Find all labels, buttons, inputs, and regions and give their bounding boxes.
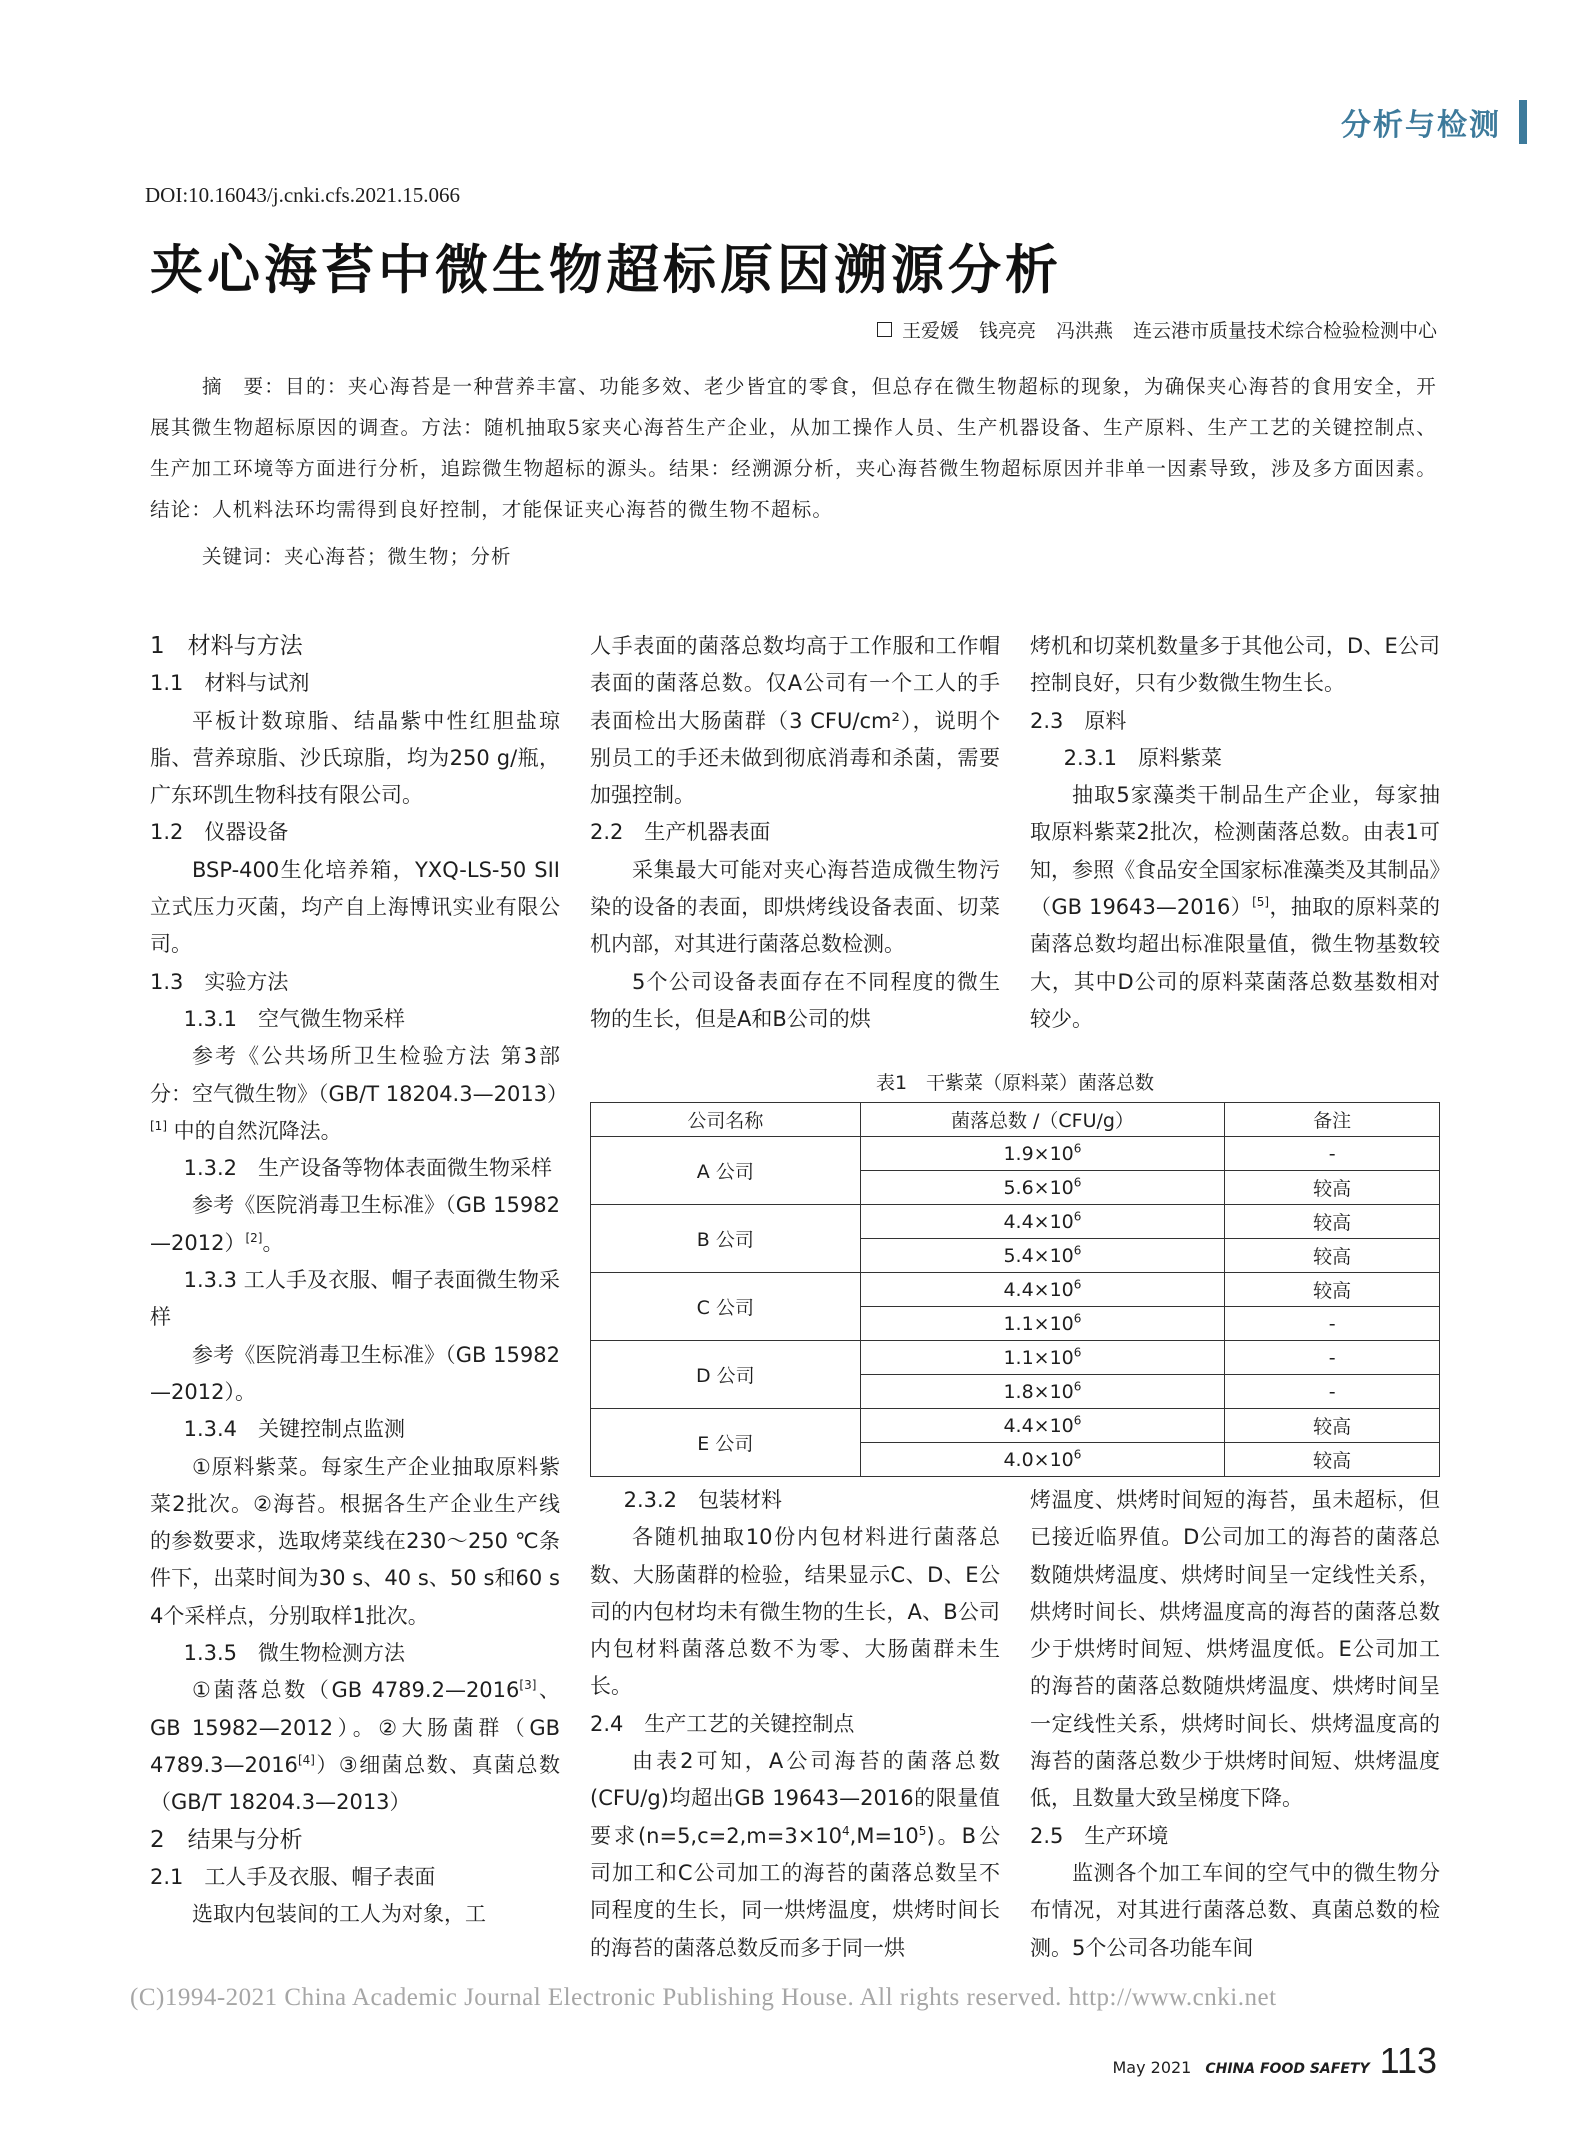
column-3 <box>1030 628 1440 1038</box>
text: 由表2可知，A公司海苔的菌落总数(CFU/g)均超出GB 19643—2016的限量值要求(n=5,c=2,m=3×10 <box>590 1749 1000 1848</box>
value-cell <box>860 1341 1225 1375</box>
text: 抽取5家藻类干制品生产企业，每家抽取原料紫菜2批次，检测菌落总数。由表1可知，参照《食品安全国家标准藻类及其制品》（GB 19643—2016） <box>1030 783 1440 920</box>
value-text: 5.6×10 <box>1003 1176 1074 1199</box>
header-cell: 菌落总数 /（CFU/g） <box>860 1103 1225 1137</box>
note-cell: - <box>1225 1137 1440 1171</box>
paragraph <box>1030 777 1440 1038</box>
abstract-paragraph <box>150 366 1437 530</box>
abstract <box>150 366 1437 577</box>
value-text: 4.0×10 <box>1003 1448 1074 1471</box>
text: 参考《医院消毒卫生标准》（GB 15982—2012） <box>150 1193 560 1255</box>
heading-2-1: 2.1 工人手及衣服、帽子表面 <box>150 1864 436 1889</box>
paragraph: BSP-400生化培养箱，YXQ-LS-50 SII立式压力灭菌，均产自上海博讯实业有限公司。 <box>150 857 560 957</box>
text: ）③细菌总数、真菌总数（GB/T 18204.3—2013） <box>150 1752 560 1815</box>
keywords-label: 关键词： <box>202 545 285 568</box>
exponent: 6 <box>1073 1447 1082 1462</box>
exponent: 5 <box>918 1823 927 1838</box>
author-name: 王爱媛 <box>901 320 959 342</box>
exponent: 6 <box>1073 1311 1082 1326</box>
page-number: 113 <box>1379 2040 1437 2081</box>
table-row <box>591 1273 1440 1307</box>
note-cell: - <box>1225 1375 1440 1409</box>
paragraph: 烤机和切菜机数量多于其他公司，D、E公司控制良好，只有少数微生物生长。 <box>1030 634 1440 696</box>
text: ,M=10 <box>849 1823 919 1848</box>
note-cell: - <box>1225 1341 1440 1375</box>
heading-1: 1 材料与方法 <box>150 633 303 659</box>
value-cell <box>860 1171 1225 1205</box>
company-cell: D 公司 <box>591 1341 861 1409</box>
text: 。 <box>262 1230 284 1255</box>
page-footer <box>1112 2040 1437 2082</box>
note-cell: - <box>1225 1307 1440 1341</box>
section-label: 分析与检测 <box>1341 108 1501 143</box>
exponent: 6 <box>1073 1379 1082 1394</box>
paragraph <box>150 1038 569 1150</box>
value-cell <box>860 1375 1225 1409</box>
citation: [5] <box>1252 895 1270 910</box>
value-text: 4.4×10 <box>1003 1278 1074 1301</box>
text: ，抽取的原料菜的菌落总数均超出标准限量值，微生物基数较大，其中D公司的原料菜菌落总数基数相对较少。 <box>1030 895 1441 1031</box>
value-text: 4.4×10 <box>1003 1210 1074 1233</box>
data-table <box>590 1102 1440 1477</box>
exponent: 6 <box>1073 1413 1082 1428</box>
paragraph: ①原料紫菜。每家生产企业抽取原料紫菜2批次。②海苔。根据各生产企业生产线的参数要求，选取烤菜线在230～250 ℃条件下，出菜时间为30 s、40 s、50 s和60 s 4个采样点，分别取样1批次。 <box>150 1454 560 1628</box>
column-1 <box>150 628 569 1933</box>
heading-2-4: 2.4 生产工艺的关键控制点 <box>590 1711 855 1736</box>
table-row <box>591 1137 1440 1171</box>
value-text: 5.4×10 <box>1003 1244 1074 1267</box>
value-cell <box>860 1409 1225 1443</box>
copyright-watermark: (C)1994-2021 China Academic Journal Electronic Publishing House. All rights reserved. http://www.cnki.net <box>130 1984 1277 2011</box>
value-text: 4.4×10 <box>1003 1414 1074 1437</box>
keywords-text: 夹心海苔；微生物；分析 <box>284 545 512 568</box>
affiliation: 连云港市质量技术综合检验检测中心 <box>1132 320 1437 342</box>
text: 参考《公共场所卫生检验方法 第3部分：空气微生物》（GB/T 18204.3—2013） <box>150 1044 569 1106</box>
paragraph: 参考《医院消毒卫生标准》（GB 15982—2012）。 <box>150 1342 560 1404</box>
heading-2-3-2: 2.3.2 包装材料 <box>623 1488 783 1512</box>
author-line <box>877 316 1437 343</box>
article-title: 夹心海苔中微生物超标原因溯源分析 <box>150 239 1062 301</box>
heading-1-3: 1.3 实验方法 <box>150 969 289 994</box>
square-bullet-icon <box>877 322 892 337</box>
table-header-row <box>591 1103 1440 1137</box>
table-caption: 表1 干紫菜（原料菜）菌落总数 <box>875 1072 1155 1094</box>
paragraph: 监测各个加工车间的空气中的微生物分布情况，对其进行菌落总数、真菌总数的检测。5个公司各功能车间 <box>1030 1860 1440 1960</box>
citation: [1] <box>150 1118 167 1133</box>
company-cell: A 公司 <box>591 1137 861 1205</box>
company-cell: C 公司 <box>591 1273 861 1341</box>
exponent: 6 <box>1073 1209 1082 1224</box>
heading-2: 2 结果与分析 <box>150 1826 303 1853</box>
paragraph <box>150 1187 560 1262</box>
value-cell <box>860 1205 1225 1239</box>
value-text: 1.1×10 <box>1003 1346 1074 1369</box>
table-row <box>591 1341 1440 1375</box>
text: ①菌落总数（GB 4789.2—2016 <box>192 1678 520 1703</box>
heading-1-3-1: 1.3.1 空气微生物采样 <box>183 1006 406 1031</box>
keywords <box>150 536 1437 577</box>
value-cell <box>860 1273 1225 1307</box>
value-text: 1.9×10 <box>1003 1142 1074 1165</box>
value-cell <box>860 1239 1225 1273</box>
exponent: 6 <box>1073 1243 1082 1258</box>
heading-1-3-5: 1.3.5 微生物检测方法 <box>183 1641 406 1666</box>
column-3-lower <box>1030 1482 1440 1967</box>
table-row <box>591 1205 1440 1239</box>
paragraph: 5个公司设备表面存在不同程度的微生物的生长，但是A和B公司的烘 <box>590 969 1000 1031</box>
paragraph: 各随机抽取10份内包材料进行菌落总数、大肠菌群的检验，结果显示C、D、E公司的内包材均未有微生物的生长，A、B公司内包材料菌落总数不为零、大肠菌群未生长。 <box>590 1525 1000 1699</box>
table-row <box>591 1409 1440 1443</box>
exponent: 4 <box>842 1823 850 1838</box>
heading-1-3-2: 1.3.2 生产设备等物体表面微生物采样 <box>183 1156 553 1181</box>
magazine-name: CHINA FOOD SAFETY <box>1205 2061 1370 2077</box>
paragraph: 烤温度、烘烤时间短的海苔，虽未超标，但已接近临界值。D公司加工的海苔的菌落总数随烘烤温度、烘烤时间呈一定线性关系，烘烤时间长、烘烤温度高的海苔的菌落总数少于烘烤时间短、烘烤温度低。E公司加工的海苔的菌落总数随烘烤温度、烘烤时间呈一定线性关系，烘烤时间长、烘烤温度高的海苔的菌落总数少于烘烤时间短、烘烤温度低，且数量大致呈梯度下降。 <box>1030 1488 1440 1811</box>
heading-1-3-3: 1.3.3 工人手及衣服、帽子表面微生物采样 <box>150 1268 560 1330</box>
value-text: 1.8×10 <box>1003 1380 1074 1403</box>
note-cell: 较高 <box>1225 1205 1440 1239</box>
note-cell: 较高 <box>1225 1171 1440 1205</box>
exponent: 6 <box>1073 1175 1082 1190</box>
citation: [4] <box>297 1752 315 1767</box>
exponent: 6 <box>1073 1345 1082 1360</box>
abstract-label: 摘 要： <box>202 375 285 398</box>
column-2 <box>590 628 1000 1038</box>
value-cell <box>860 1137 1225 1171</box>
value-cell <box>860 1443 1225 1477</box>
citation: [3] <box>519 1678 537 1693</box>
value-cell <box>860 1307 1225 1341</box>
exponent: 6 <box>1073 1141 1082 1156</box>
heading-1-3-4: 1.3.4 关键控制点监测 <box>183 1417 406 1442</box>
value-text: 1.1×10 <box>1003 1312 1074 1335</box>
note-cell: 较高 <box>1225 1443 1440 1477</box>
paragraph: 平板计数琼脂、结晶紫中性红胆盐琼脂、营养琼脂、沙氏琼脂，均为250 g/瓶，广东环凯生物科技有限公司。 <box>150 708 560 808</box>
note-cell: 较高 <box>1225 1273 1440 1307</box>
company-cell: E 公司 <box>591 1409 861 1477</box>
abstract-text: 目的：夹心海苔是一种营养丰富、功能多效、老少皆宜的零食，但总存在微生物超标的现象，为确保夹心海苔的食用安全，开展其微生物超标原因的调查。方法：随机抽取5家夹心海苔生产企业，从加工操作人员、生产机器设备、生产原料、生产工艺的关键控制点、生产加工环境等方面进行分析，追踪微生物超标的源头。结果：经溯源分析，夹心海苔微生物超标原因并非单一因素导致，涉及多方面因素。结论：人机料法环均需得到良好控制，才能保证夹心海苔的微生物不超标。 <box>150 375 1437 521</box>
author-name: 冯洪燕 <box>1055 320 1113 342</box>
paragraph: 选取内包装间的工人为对象，工 <box>192 1902 486 1927</box>
citation: [2] <box>245 1230 263 1245</box>
paragraph: 人手表面的菌落总数均高于工作服和工作帽表面的菌落总数。仅A公司有一个工人的手表面检出大肠菌群（3 CFU/cm²），说明个别员工的手还未做到彻底消毒和杀菌，需要加强控制。 <box>590 634 1000 808</box>
exponent: 6 <box>1073 1277 1082 1292</box>
paragraph <box>150 1672 560 1821</box>
text: )。B公司加工和C公司加工的海苔的菌落总数呈不同程度的生长，同一烘烤温度，烘烤时间长的海苔的菌落总数反而多于同一烘 <box>590 1823 1000 1960</box>
paragraph <box>590 1743 1000 1967</box>
header-cell: 备注 <box>1225 1103 1440 1137</box>
company-cell: B 公司 <box>591 1205 861 1273</box>
note-cell: 较高 <box>1225 1239 1440 1273</box>
doi: DOI:10.16043/j.cnki.cfs.2021.15.066 <box>145 183 460 207</box>
section-bar <box>1519 100 1527 144</box>
heading-2-3-1: 2.3.1 原料紫菜 <box>1063 745 1223 770</box>
heading-2-3: 2.3 原料 <box>1030 708 1127 733</box>
heading-2-5: 2.5 生产环境 <box>1030 1823 1169 1848</box>
header-cell: 公司名称 <box>591 1103 861 1137</box>
section-tag <box>1341 100 1527 144</box>
text: 中的自然沉降法。 <box>167 1118 342 1143</box>
note-cell: 较高 <box>1225 1409 1440 1443</box>
issue-date: May 2021 <box>1112 2058 1192 2077</box>
column-2-lower <box>590 1482 1000 1967</box>
author-name: 钱亮亮 <box>978 320 1036 342</box>
heading-1-1: 1.1 材料与试剂 <box>150 671 310 696</box>
text: 、GB 15982—2012）。②大肠菌群（GB 4789.3—2016 <box>150 1678 561 1777</box>
heading-1-2: 1.2 仪器设备 <box>150 820 289 845</box>
paragraph: 采集最大可能对夹心海苔造成微生物污染的设备的表面，即烘烤线设备表面、切菜机内部，对其进行菌落总数检测。 <box>590 857 1000 957</box>
heading-2-2: 2.2 生产机器表面 <box>590 820 771 845</box>
